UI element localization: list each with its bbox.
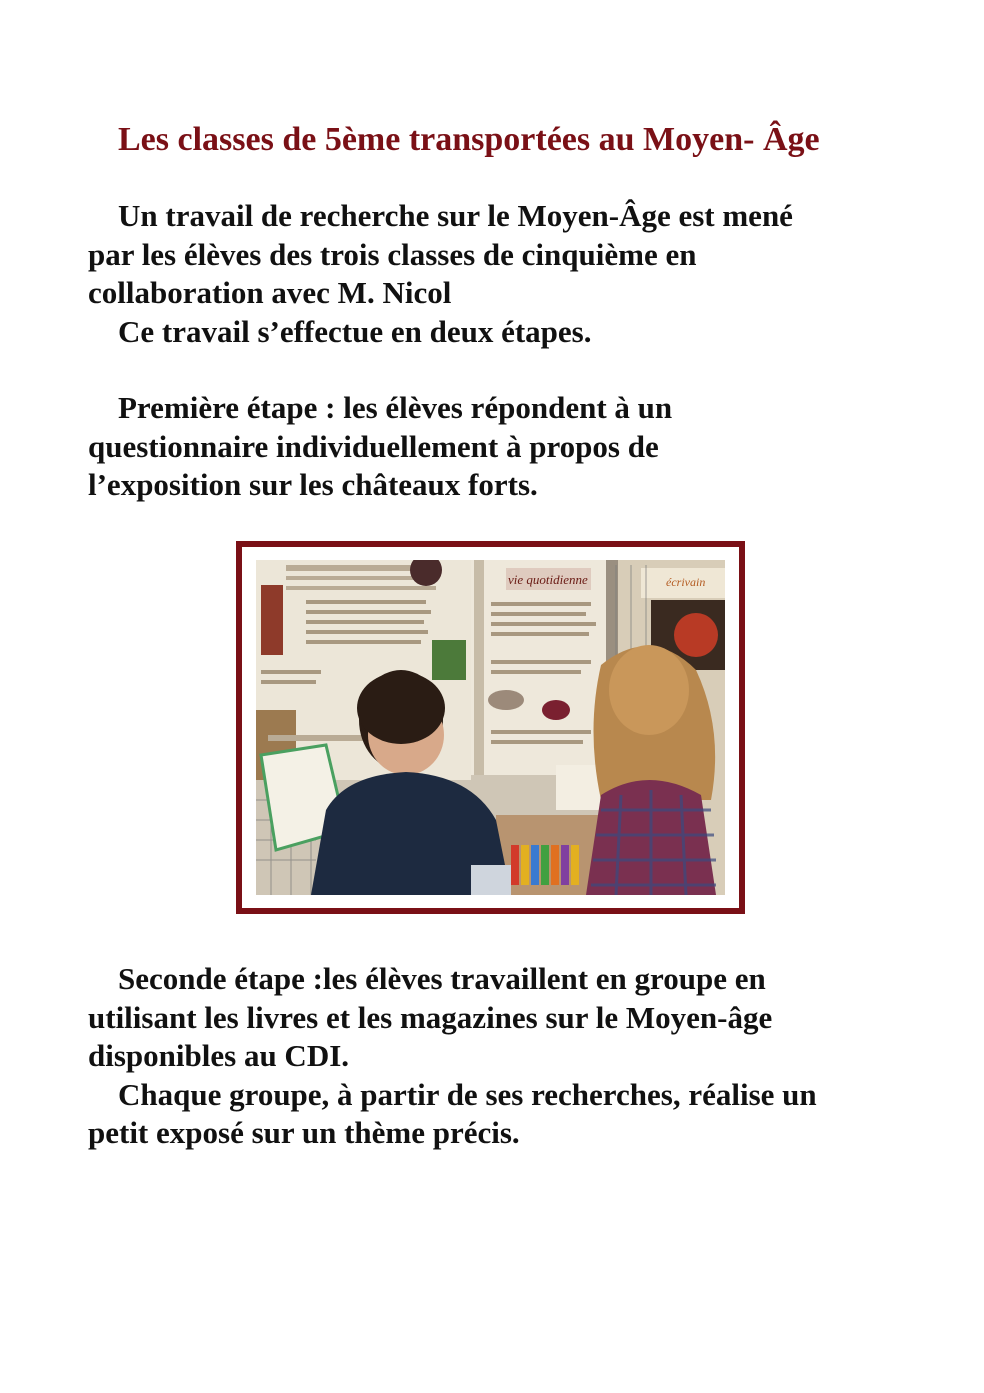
intro-line: Un travail de recherche sur le Moyen-Âge est mené	[118, 198, 793, 233]
exhibition-photo	[256, 560, 725, 895]
step1-paragraph	[88, 389, 888, 505]
step1-line: Première étape : les élèves répondent à un	[118, 390, 673, 425]
step2-line: Seconde étape :les élèves travaillent en groupe en	[118, 961, 766, 996]
step2-line: petit exposé sur un thème précis.	[88, 1115, 520, 1150]
intro-paragraph	[88, 197, 888, 351]
panel-heading: vie quotidienne	[508, 572, 588, 587]
step2-paragraph	[88, 960, 888, 1153]
step2-line: Chaque groupe, à partir de ses recherches, réalise un	[118, 1076, 817, 1112]
photo-frame	[236, 541, 745, 914]
intro-line: par les élèves des trois classes de cinquième en	[88, 236, 697, 272]
intro-line: collaboration avec M. Nicol	[88, 275, 452, 310]
step2-line: disponibles au CDI.	[88, 1038, 350, 1073]
photo-students-exhibition-icon	[256, 560, 725, 895]
page-title: Les classes de 5ème transportées au Moyen- Âge	[118, 121, 820, 158]
step2-line: utilisant les livres et les magazines sur le Moyen-âge	[88, 999, 773, 1035]
step1-line: l’exposition sur les châteaux forts.	[88, 467, 538, 502]
intro-line: Ce travail s’effectue en deux étapes.	[118, 313, 592, 349]
sign-text: écrivain	[666, 575, 706, 589]
step1-line: questionnaire individuellement à propos de	[88, 428, 659, 464]
